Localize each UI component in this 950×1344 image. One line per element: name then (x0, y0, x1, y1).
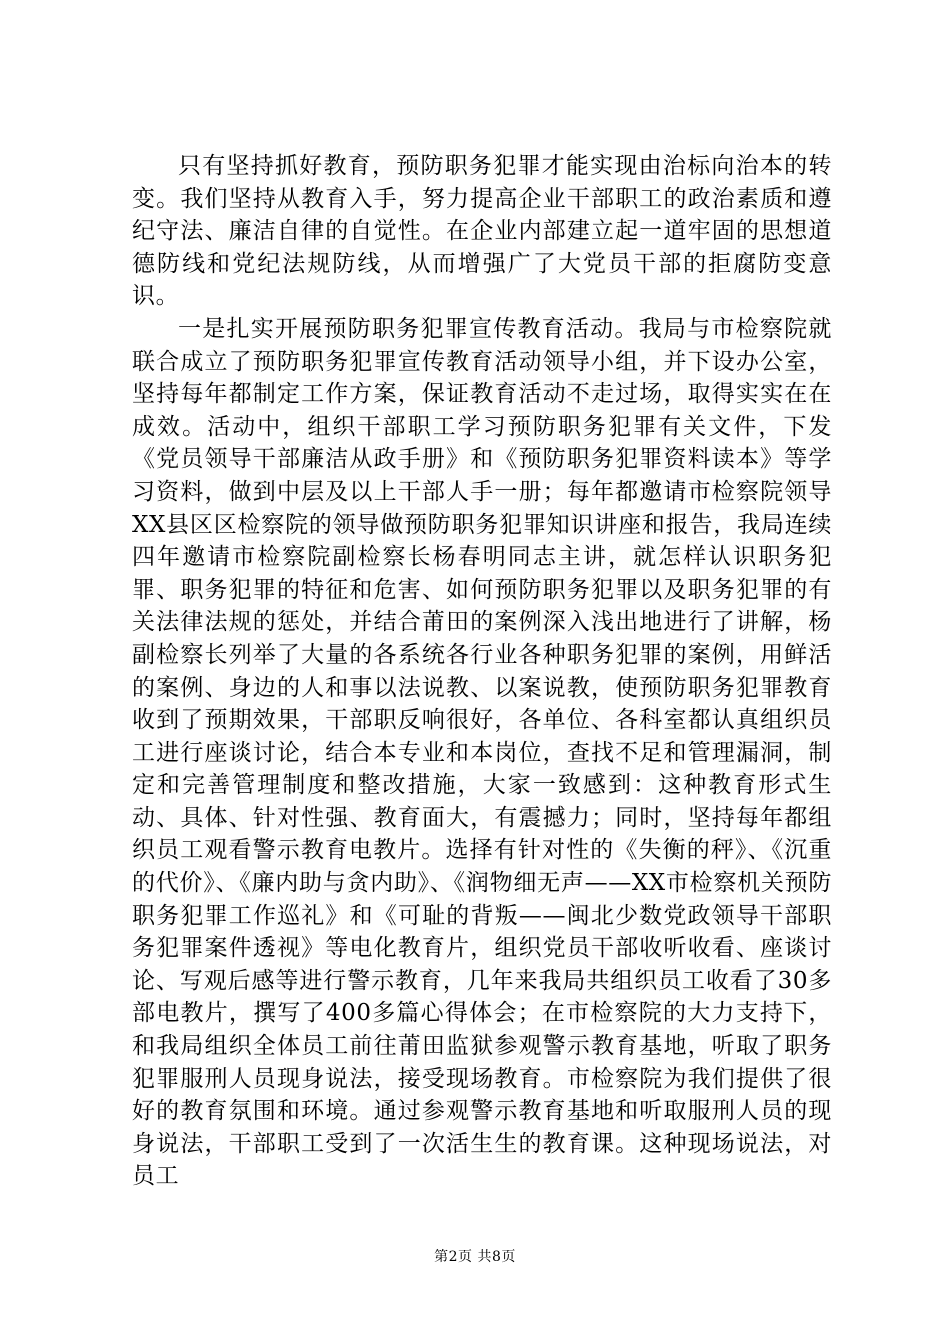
page-number-footer: 第2页 共8页 (434, 1249, 516, 1265)
document-body (132, 150, 832, 1193)
paragraph-prevention-campaign: 一是扎实开展预防职务犯罪宣传教育活动。我局与市检察院就联合成立了预防职务犯罪宣传教育活动领导小组，并下设办公室，坚持每年都制定工作方案，保证教育活动不走过场，取得实实在在成效。活动中，组织干部职工学习预防职务犯罪有关文件，下发《党员领导干部廉洁从政手册》和《预防职务犯罪资料读本》等学习资料，做到中层及以上干部人手一册；每年都邀请市检察院领导XX县区区检察院的领导做预防职务犯罪知识讲座和报告，我局连续四年邀请市检察院副检察长杨春明同志主讲，就怎样认识职务犯罪、职务犯罪的特征和危害、如何预防职务犯罪以及职务犯罪的有关法律法规的惩处，并结合莆田的案例深入浅出地进行了讲解，杨副检察长列举了大量的各系统各行业各种职务犯罪的案例，用鲜活的案例、身边的人和事以法说教、以案说教，使预防职务犯罪教育收到了预期效果，干部职反响很好，各单位、各科室都认真组织员工进行座谈讨论，结合本专业和本岗位，查找不足和管理漏洞，制定和完善管理制度和整改措施，大家一致感到：这种教育形式生动、具体、针对性强、教育面大，有震撼力；同时，坚持每年都组织员工观看警示教育电教片。选择有针对性的《失衡的秤》、《沉重的代价》、《廉内助与贪内助》、《润物细无声——XX市检察机关预防职务犯罪工作巡礼》和《可耻的背叛——闽北少数党政领导干部职务犯罪案件透视》等电化教育片，组织党员干部收听收看、座谈讨论、写观后感等进行警示教育，几年来我局共组织员工收看了30多部电教片，撰写了400多篇心得体会；在市检察院的大力支持下，和我局组织全体员工前往莆田监狱参观警示教育基地，听取了职务犯罪服刑人员现身说法，接受现场教育。市检察院为我们提供了很好的教育氛围和环境。通过参观警示教育基地和听取服刑人员的现身说法，干部职工受到了一次活生生的教育课。这种现场说法，对员工 (132, 315, 832, 1190)
paragraph-education-intro: 只有坚持抓好教育，预防职务犯罪才能实现由治标向治本的转变。我们坚持从教育入手，努力提高企业干部职工的政治素质和遵纪守法、廉洁自律的自觉性。在企业内部建立起一道牢固的思想道德防线和党纪法规防线，从而增强广了大党员干部的拒腐防变意识。 (132, 153, 832, 310)
